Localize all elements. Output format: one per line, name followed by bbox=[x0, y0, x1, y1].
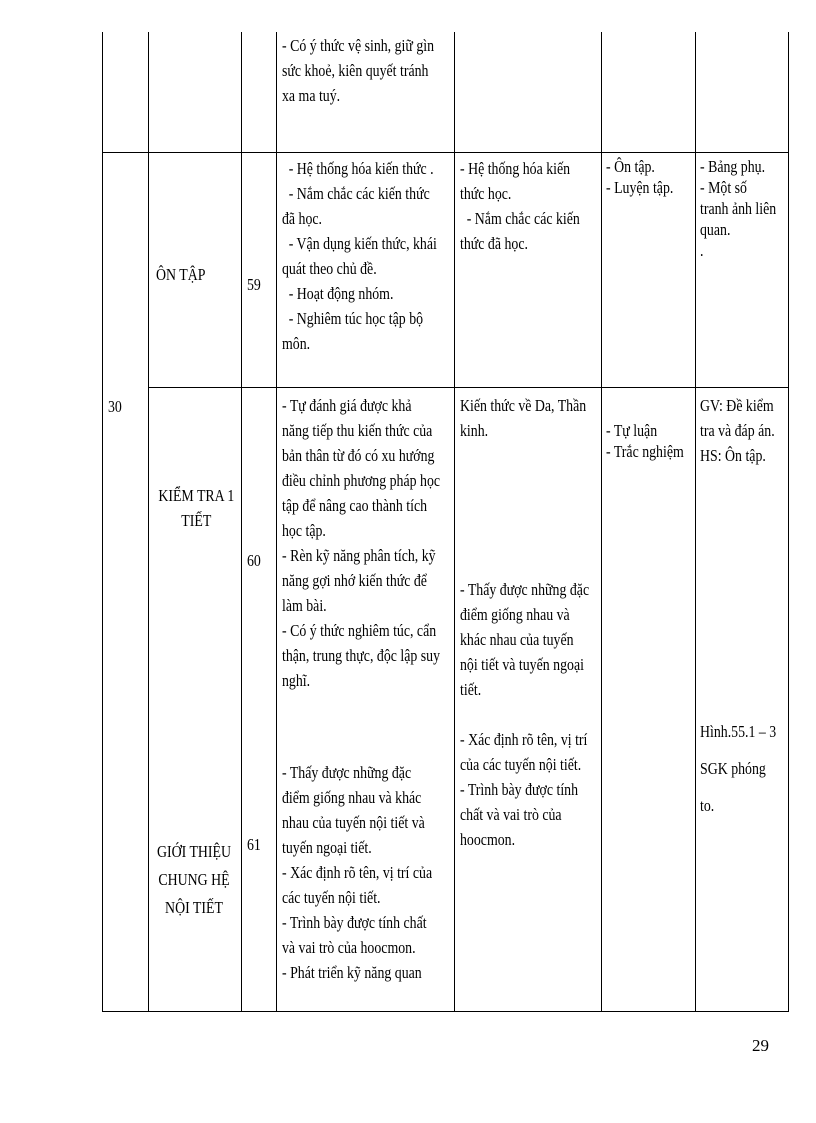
text-line: - Có ý thức nghiêm túc, cẩn bbox=[282, 621, 437, 640]
text-line: - Trắc nghiệm bbox=[606, 442, 684, 461]
lesson-materials bbox=[700, 393, 775, 468]
text-line: xa ma tuý. bbox=[282, 86, 341, 105]
lesson-title bbox=[156, 262, 205, 287]
text-line: - Ôn tập. bbox=[606, 157, 655, 176]
lesson-content bbox=[460, 577, 589, 852]
text-line: GV: Đề kiểm bbox=[700, 396, 774, 415]
lesson-methods bbox=[606, 156, 673, 198]
text-line: - Nắm chắc các kiến thức bbox=[288, 184, 430, 203]
period-number: 59 bbox=[247, 275, 261, 294]
table-column-divider bbox=[276, 32, 277, 1012]
text-line: - Một số bbox=[700, 178, 747, 197]
week-number: 30 bbox=[108, 397, 122, 416]
text-line: - Trình bày được tính chất bbox=[282, 913, 427, 932]
text-line: các tuyến nội tiết. bbox=[282, 888, 381, 907]
text-line: năng gợi nhớ kiến thức để bbox=[282, 571, 427, 590]
text-line: . bbox=[700, 241, 704, 260]
text-line: tranh ảnh liên bbox=[700, 199, 777, 218]
text-line: thận, trung thực, độc lập suy bbox=[282, 646, 441, 665]
text-line: - Hoạt động nhóm. bbox=[288, 284, 394, 303]
table-border-right bbox=[788, 32, 789, 1012]
text-line: - Thấy được những đặc bbox=[282, 763, 412, 782]
text-line: năng tiếp thu kiến thức của bbox=[282, 421, 433, 440]
text-line: GIỚI THIỆU bbox=[156, 842, 232, 861]
text-line bbox=[460, 702, 589, 727]
lesson-objectives bbox=[282, 760, 432, 985]
table-row-divider bbox=[148, 387, 789, 388]
text-line: to. bbox=[700, 796, 715, 815]
text-line: quan. bbox=[700, 220, 731, 239]
lesson-title bbox=[156, 483, 237, 533]
table-row-divider bbox=[102, 152, 789, 153]
text-line: quát theo chủ đề. bbox=[282, 259, 377, 278]
table-column-divider bbox=[241, 32, 242, 1012]
text-line: và vai trò của hoocmon. bbox=[282, 938, 416, 957]
text-line: điểm giống nhau và bbox=[460, 605, 570, 624]
text-line: nội tiết và tuyến ngoại bbox=[460, 655, 584, 674]
text-line: tập để nâng cao thành tích bbox=[282, 496, 428, 515]
text-line: đã học. bbox=[282, 209, 323, 228]
text-line: - Có ý thức vệ sinh, giữ gìn bbox=[282, 36, 435, 55]
text-line: thức học. bbox=[460, 184, 512, 203]
prev-row-objectives bbox=[282, 33, 434, 108]
lesson-content bbox=[460, 393, 586, 443]
text-line: ÔN TẬP bbox=[156, 265, 206, 284]
lesson-objectives bbox=[282, 393, 440, 693]
text-line: điều chỉnh phương pháp học bbox=[282, 471, 441, 490]
text-line: HS: Ôn tập. bbox=[700, 446, 766, 465]
text-line: - Tự luận bbox=[606, 421, 658, 440]
text-line: - Hệ thống hóa kiến bbox=[460, 159, 571, 178]
lesson-content bbox=[460, 156, 580, 256]
lesson-materials bbox=[700, 156, 776, 261]
text-line: điểm giống nhau và khác bbox=[282, 788, 422, 807]
table-column-divider bbox=[454, 32, 455, 1012]
text-line: - Nắm chắc các kiến bbox=[466, 209, 580, 228]
text-line: NỘI TIẾT bbox=[165, 898, 223, 917]
period-number: 60 bbox=[247, 551, 261, 570]
text-line: - Luyện tập. bbox=[606, 178, 674, 197]
lesson-methods bbox=[606, 420, 684, 462]
text-line: tiết. bbox=[460, 680, 482, 699]
table-column-divider bbox=[601, 32, 602, 1012]
lesson-materials bbox=[700, 713, 776, 824]
lesson-objectives bbox=[282, 156, 437, 356]
text-line: bản thân từ đó có xu hướng bbox=[282, 446, 435, 465]
period-number: 61 bbox=[247, 835, 261, 854]
text-line: - Tự đánh giá được khả bbox=[282, 396, 412, 415]
text-line: - Xác định rõ tên, vị trí bbox=[460, 730, 588, 749]
text-line: tra và đáp án. bbox=[700, 421, 775, 440]
text-line: chất và vai trò của bbox=[460, 805, 562, 824]
page-number: 29 bbox=[752, 1036, 769, 1055]
text-line: - Vận dụng kiến thức, khái bbox=[288, 234, 437, 253]
text-line: nhau của tuyến nội tiết và bbox=[282, 813, 425, 832]
lesson-title bbox=[152, 838, 236, 922]
table-column-divider bbox=[695, 32, 696, 1012]
text-line: kinh. bbox=[460, 421, 489, 440]
text-line: - Bảng phụ. bbox=[700, 157, 766, 176]
text-line: - Phát triển kỹ năng quan bbox=[282, 963, 422, 982]
text-line: tuyến ngoại tiết. bbox=[282, 838, 372, 857]
text-line: - Nghiêm túc học tập bộ bbox=[288, 309, 424, 328]
text-line: SGK phóng bbox=[700, 759, 766, 778]
text-line: thức đã học. bbox=[460, 234, 528, 253]
text-line: - Thấy được những đặc bbox=[460, 580, 590, 599]
text-line: nghĩ. bbox=[282, 671, 311, 690]
table-border-left bbox=[102, 32, 103, 1012]
text-line: - Trình bày được tính bbox=[460, 780, 579, 799]
text-line: Kiến thức về Da, Thần bbox=[460, 396, 587, 415]
text-line: của các tuyến nội tiết. bbox=[460, 755, 582, 774]
text-line: - Hệ thống hóa kiến thức . bbox=[288, 159, 434, 178]
text-line: TIẾT bbox=[181, 511, 212, 530]
text-line: KIỂM TRA 1 bbox=[158, 486, 235, 505]
text-line: học tập. bbox=[282, 521, 326, 540]
table-column-divider bbox=[148, 32, 149, 1012]
text-line: - Xác định rõ tên, vị trí của bbox=[282, 863, 433, 882]
text-line: môn. bbox=[282, 334, 311, 353]
text-line: Hình.55.1 – 3 bbox=[700, 722, 777, 741]
text-line: hoocmon. bbox=[460, 830, 516, 849]
text-line: - Rèn kỹ năng phân tích, kỹ bbox=[282, 546, 436, 565]
text-line: CHUNG HỆ bbox=[158, 870, 230, 889]
text-line: làm bài. bbox=[282, 596, 327, 615]
text-line: sức khoẻ, kiên quyết tránh bbox=[282, 61, 429, 80]
text-line: khác nhau của tuyến bbox=[460, 630, 574, 649]
table-border-bottom bbox=[102, 1011, 789, 1012]
